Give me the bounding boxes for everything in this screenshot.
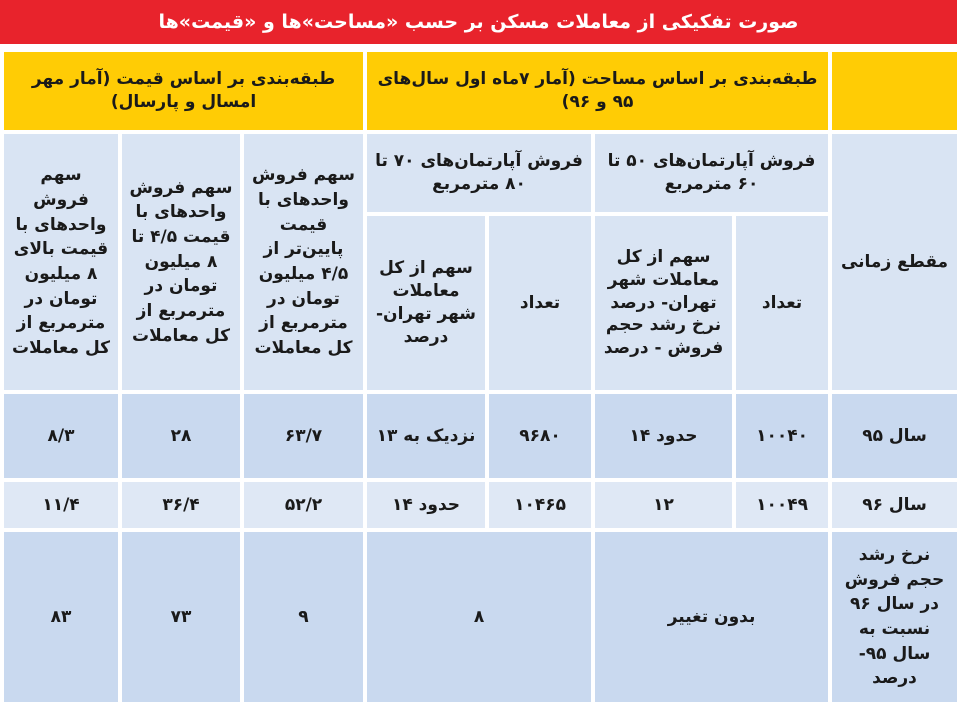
growth-price-high-cell: ۸۳ <box>4 532 118 702</box>
period-cell: سال ۹۵ <box>832 394 957 478</box>
area-group-header: طبقه‌بندی بر اساس مساحت (آمار ۷ماه اول سال‌های ۹۵ و ۹۶) <box>367 52 828 130</box>
share-70-80-cell: حدود ۱۴ <box>367 482 485 528</box>
share-70-80-cell: نزدیک به ۱۳ <box>367 394 485 478</box>
growth-row <box>4 532 957 702</box>
sales-70-80-header: فروش آپارتمان‌های ۷۰ تا ۸۰ مترمربع <box>367 134 591 212</box>
count-70-80-header: تعداد <box>489 216 591 390</box>
price-mid-cell: ۲۸ <box>122 394 240 478</box>
count-70-80-cell: ۱۰۴۶۵ <box>489 482 591 528</box>
count-50-60-cell: ۱۰۰۴۹ <box>736 482 828 528</box>
share-70-80-header: سهم از کل معاملات شهر تهران- درصد <box>367 216 485 390</box>
price-high-cell: ۱۱/۴ <box>4 482 118 528</box>
table-title: صورت تفکیکی از معاملات مسکن بر حسب «مساحت»ها و «قیمت»ها <box>0 0 957 48</box>
subgroup-header-row <box>4 134 957 212</box>
period-cell: سال ۹۶ <box>832 482 957 528</box>
price-low-header: سهم فروش واحدهای با قیمت پایین‌تر از ۴/۵ میلیون تومان در مترمربع از کل معاملات <box>244 134 363 390</box>
price-mid-header: سهم فروش واحدهای با قیمت ۴/۵ تا ۸ میلیون تومان در مترمربع از کل معاملات <box>122 134 240 390</box>
price-low-cell: ۶۳/۷ <box>244 394 363 478</box>
count-50-60-header: تعداد <box>736 216 828 390</box>
sales-50-60-header: فروش آپارتمان‌های ۵۰ تا ۶۰ مترمربع <box>595 134 828 212</box>
price-high-header: سهم فروش واحدهای با قیمت بالای ۸ میلیون تومان در مترمربع از کل معاملات <box>4 134 118 390</box>
growth-70-80-cell: ۸ <box>367 532 591 702</box>
period-header-blank <box>832 52 957 130</box>
period-header: مقطع زمانی <box>832 134 957 390</box>
housing-transactions-table <box>0 48 957 706</box>
growth-50-60-cell: بدون تغییر <box>595 532 828 702</box>
price-group-header: طبقه‌بندی بر اساس قیمت (آمار مهر امسال و پارسال) <box>4 52 363 130</box>
growth-price-low-cell: ۹ <box>244 532 363 702</box>
table-row <box>4 394 957 478</box>
price-low-cell: ۵۲/۲ <box>244 482 363 528</box>
price-high-cell: ۸/۳ <box>4 394 118 478</box>
count-70-80-cell: ۹۶۸۰ <box>489 394 591 478</box>
growth-period-cell: نرخ رشد حجم فروش در سال ۹۶ نسبت به سال ۹۵-درصد <box>832 532 957 702</box>
share-50-60-cell: ۱۲ <box>595 482 732 528</box>
count-50-60-cell: ۱۰۰۴۰ <box>736 394 828 478</box>
price-mid-cell: ۳۶/۴ <box>122 482 240 528</box>
share-50-60-header: سهم از کل معاملات شهر تهران- درصد نرخ رشد حجم فروش - درصد <box>595 216 732 390</box>
table-row <box>4 482 957 528</box>
growth-price-mid-cell: ۷۳ <box>122 532 240 702</box>
group-header-row <box>4 52 957 130</box>
share-50-60-cell: حدود ۱۴ <box>595 394 732 478</box>
